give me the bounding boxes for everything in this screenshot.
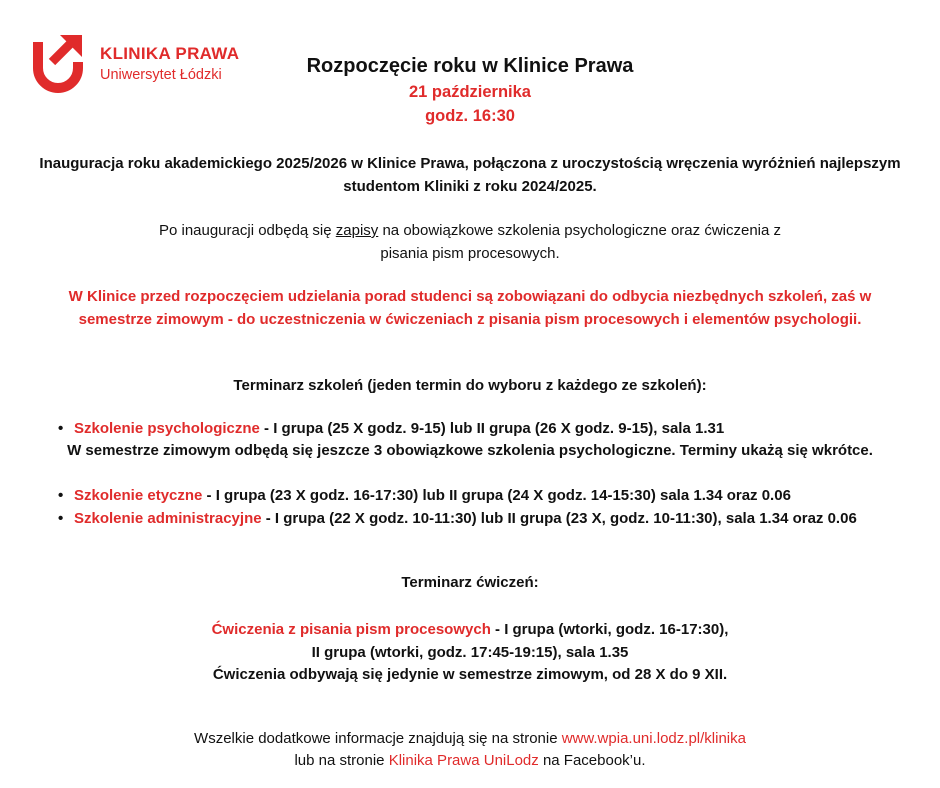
- registration-text-after: na obowiązkowe szkolenia psychologiczne oraz ćwiczenia z pisania pism procesowych.: [378, 222, 782, 262]
- exercises-line-3: Ćwiczenia odbywają się jedynie w semestrze zimowym, od 28 X do 9 XII.: [212, 666, 728, 683]
- exercises-group-1: - I grupa (wtorki, godz. 16-17:30),: [490, 621, 729, 638]
- registration-paragraph: [140, 219, 800, 265]
- bullet-icon: •: [58, 510, 64, 527]
- footer-text: na Facebook’u.: [538, 752, 646, 769]
- logo-title: KLINIKA PRAWA: [100, 44, 240, 63]
- registration-link[interactable]: zapisy: [335, 222, 379, 239]
- warning-paragraph: W Klinice przed rozpoczęciem udzielania porad studenci są zobowiązani do odbycia niezbędnych szkoleń, zaś w semestrze zimowym - do uczestniczenia w ćwiczeniach z pisania pism procesowych i elementów psychologii.: [68, 288, 872, 328]
- logo-subtitle: Uniwersytet Łódzki: [100, 67, 222, 83]
- exercises-line-1: [30, 618, 910, 641]
- training-details: - I grupa (23 X godz. 16-17:30) lub II grupa (24 X godz. 14-15:30) sala 1.34 oraz 0.06: [202, 487, 791, 504]
- facebook-link[interactable]: Klinika Prawa UniLodz: [388, 752, 539, 769]
- intro-paragraph: Inauguracja roku akademickiego 2025/2026 w Klinice Prawa, połączona z uroczystością wręczenia wyróżnień najlepszym studentom Kliniki z roku 2024/2025.: [39, 155, 901, 195]
- training-details: - I grupa (22 X godz. 10-11:30) lub II grupa (23 X, godz. 10-11:30), sala 1.34 oraz 0.06: [261, 510, 857, 527]
- training-details: - I grupa (25 X godz. 9-15) lub II grupa (26 X godz. 9-15), sala 1.31: [259, 420, 725, 437]
- schedule-heading: Terminarz szkoleń (jeden termin do wyboru z każdego ze szkoleń):: [233, 377, 707, 394]
- page-title: Rozpoczęcie roku w Klinice Prawa: [306, 55, 634, 77]
- training-name: Szkolenie psychologiczne: [74, 420, 260, 437]
- footer-text: lub na stronie: [294, 752, 389, 769]
- exercises-name: Ćwiczenia z pisania pism procesowych: [211, 621, 491, 638]
- website-link[interactable]: www.wpia.uni.lodz.pl/klinika: [561, 730, 746, 747]
- bullet-icon: •: [58, 420, 64, 437]
- footer-line-2: [30, 749, 910, 772]
- footer-line-1: [30, 727, 910, 750]
- footer-text: Wszelkie dodatkowe informacje znajdują się na stronie: [194, 730, 562, 747]
- exercises-line-2: II grupa (wtorki, godz. 17:45-19:15), sala 1.35: [311, 644, 629, 661]
- exercises-heading: Terminarz ćwiczeń:: [401, 574, 539, 591]
- schedule-note: W semestrze zimowym odbędą się jeszcze 3 obowiązkowe szkolenia psychologiczne. Terminy ukażą się wkrótce.: [67, 442, 873, 459]
- registration-text-before: Po inauguracji odbędą się: [158, 222, 336, 239]
- event-date: 21 października: [409, 83, 531, 101]
- training-name: Szkolenie administracyjne: [74, 510, 262, 527]
- bullet-icon: •: [58, 487, 64, 504]
- event-time: godz. 16:30: [425, 107, 515, 125]
- training-name: Szkolenie etyczne: [74, 487, 203, 504]
